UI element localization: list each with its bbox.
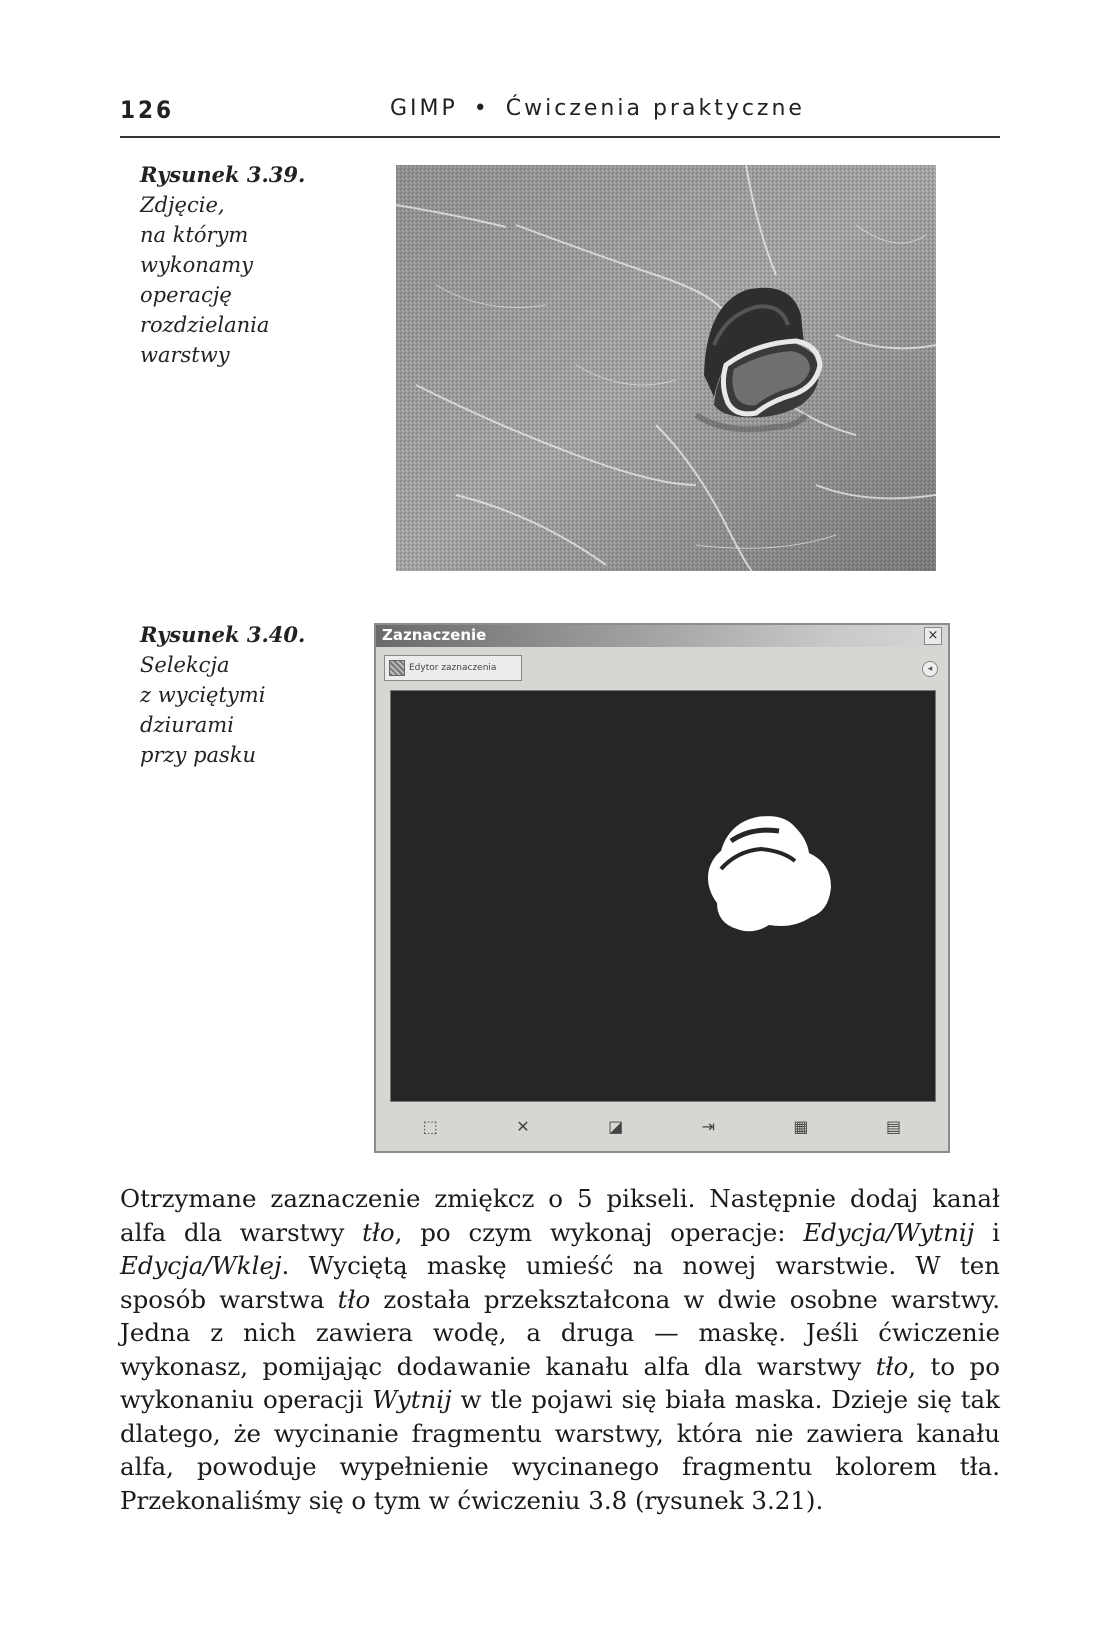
close-icon[interactable]: × — [924, 627, 942, 645]
invert-selection-icon[interactable]: ◪ — [608, 1116, 624, 1136]
body-paragraph — [120, 1182, 1000, 1517]
selection-preview — [390, 690, 936, 1102]
diving-mask-photo — [396, 165, 936, 571]
tab-selection-editor[interactable] — [384, 655, 522, 681]
select-all-icon[interactable]: ⬚ — [422, 1116, 438, 1136]
selection-to-path-icon[interactable]: ⇥ — [701, 1116, 715, 1136]
text-run: , to po wykonaniu operacji — [120, 1351, 1000, 1414]
caption-line: rozdzielania — [140, 313, 270, 337]
selection-mask-image — [391, 691, 935, 1101]
caption-line: na którym — [140, 223, 249, 247]
text-run: . Wyciętą maskę umieść na nowej warstwie. W ten sposób warstwa — [120, 1251, 1000, 1314]
caption-line: wykonamy — [140, 253, 254, 277]
running-title-subtitle: Ćwiczenia praktyczne — [505, 96, 805, 121]
figure-label: Rysunek 3.40. — [140, 622, 306, 647]
tab-label: Edytor zaznaczenia — [409, 663, 497, 673]
page-number: 126 — [120, 96, 175, 124]
running-title-bullet: • — [473, 96, 490, 121]
save-to-channel-icon[interactable]: ▤ — [886, 1116, 902, 1136]
paragraph — [120, 1182, 1000, 1517]
diving-mask-image — [396, 165, 936, 571]
select-none-icon[interactable]: ✕ — [516, 1116, 530, 1136]
figure-label: Rysunek 3.39. — [140, 162, 306, 187]
selection-editor-icon — [389, 660, 405, 676]
selection-toolbar — [384, 1107, 940, 1145]
emphasis: tło — [337, 1284, 371, 1314]
emphasis: tło — [875, 1351, 909, 1381]
text-run: Otrzymane zaznaczenie zmiękcz o 5 pikseli. Następnie dodaj kanał alfa dla warstwy — [120, 1184, 1000, 1247]
figure-caption-3-40 — [140, 620, 305, 770]
caption-line: operację — [140, 283, 232, 307]
running-header — [120, 96, 1000, 138]
caption-line: dziurami — [140, 713, 234, 737]
emphasis: Edycja/Wytnij — [803, 1217, 975, 1247]
stroke-selection-icon[interactable]: ▦ — [793, 1116, 809, 1136]
caption-line: warstwy — [140, 343, 230, 367]
running-title-book: GIMP — [390, 96, 458, 121]
tab-menu-icon[interactable]: ◂ — [922, 661, 938, 677]
running-title — [390, 96, 805, 121]
figure-caption-3-39 — [140, 160, 305, 370]
caption-line: Zdjęcie, — [140, 193, 225, 217]
caption-line: Selekcja — [140, 653, 230, 677]
selection-editor-dialog — [374, 623, 950, 1153]
dialog-title: Zaznaczenie — [382, 626, 487, 644]
caption-line: z wyciętymi — [140, 683, 266, 707]
emphasis: tło — [362, 1217, 395, 1247]
text-run: , po czym wykonaj operacje: — [394, 1217, 804, 1247]
caption-line: przy pasku — [140, 743, 257, 767]
emphasis: Edycja/Wklej — [120, 1251, 282, 1280]
text-run: została przekształcona w dwie osobne warstwy. Jedna z nich zawiera wodę, a druga — maskę. Jeśli ćwiczenie wykonasz, pomijając dodawanie kanału alfa dla warstwy — [120, 1284, 1000, 1381]
emphasis: Wytnij — [372, 1385, 452, 1414]
dialog-titlebar[interactable] — [376, 625, 948, 647]
text-run: i — [974, 1217, 1000, 1247]
text-run: w tle pojawi się biała maska. Dzieje się tak dlatego, że wycinanie fragmentu warstwy, która nie zawiera kanału alfa, powoduje wypełnienie wycinanego fragmentu kolorem tła. Przekonaliśmy się o tym w ćwiczeniu 3.8 (rysunek 3.21). — [120, 1385, 1000, 1515]
